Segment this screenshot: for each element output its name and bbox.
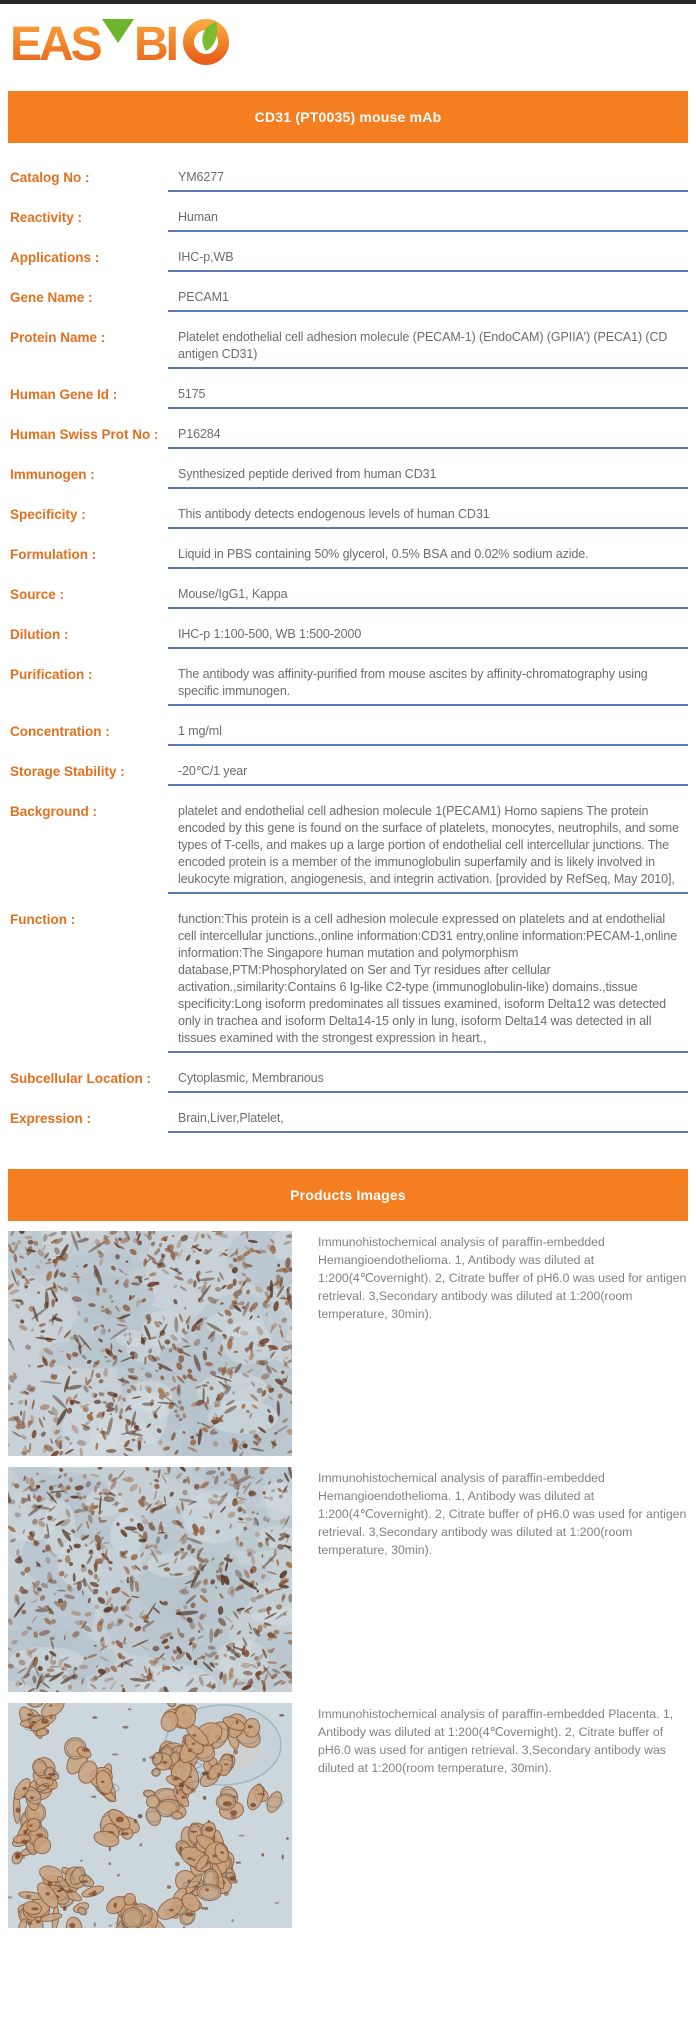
logo-letter-y-triangle-icon	[102, 19, 134, 43]
product-image-item	[8, 1703, 688, 1928]
product-title-bar	[8, 91, 688, 143]
field-label: Storage Stability :	[10, 764, 125, 779]
field-label: Dilution :	[10, 627, 69, 642]
fields-section	[8, 169, 688, 1133]
logo-text-bi: BI	[134, 18, 176, 71]
field-label: Source :	[10, 587, 65, 602]
field-row	[8, 329, 688, 369]
field-value: Cytoplasmic, Membranous	[168, 1070, 688, 1093]
field-row	[8, 911, 688, 1053]
field-value: 1 mg/ml	[168, 723, 688, 746]
easybio-logo-graphic	[10, 13, 234, 71]
field-label: Expression :	[10, 1111, 92, 1126]
logo-text-eas: EAS	[10, 18, 100, 71]
product-image-caption: Immunohistochemical analysis of paraffin-embedded Hemangioendothelioma. 1, Antibody was diluted at 1:200(4℃overnight). 2, Citrate buffer of pH6.0 was used for antigen retrieval. 3,Secondary antibody was diluted at 1:200(room temperature, 30min).	[318, 1235, 687, 1321]
product-image-caption: Immunohistochemical analysis of paraffin-embedded Hemangioendothelioma. 1, Antibody was diluted at 1:200(4℃overnight). 2, Citrate buffer of pH6.0 was used for antigen retrieval. 3,Secondary antibody was diluted at 1:200(room temperature, 30min).	[318, 1471, 687, 1557]
field-label: Gene Name :	[10, 290, 93, 305]
field-row	[8, 386, 688, 409]
products-images-bar	[8, 1169, 688, 1221]
product-image-caption: Immunohistochemical analysis of paraffin-embedded Placenta. 1, Antibody was diluted at 1:200(4℃overnight). 2, Citrate buffer of pH6.0 was used for antigen retrieval. 3,Secondary antibody was diluted at 1:200(room temperature, 30min).	[318, 1707, 674, 1775]
field-value: The antibody was affinity-purified from mouse ascites by affinity-chromatography using specific immunogen.	[168, 666, 688, 706]
field-row	[8, 666, 688, 706]
field-label: Formulation :	[10, 547, 97, 562]
field-label: Applications :	[10, 250, 100, 265]
field-value: Platelet endothelial cell adhesion molecule (PECAM-1) (EndoCAM) (GPIIA') (PECA1) (CD antigen CD31)	[168, 329, 688, 369]
field-row	[8, 546, 688, 569]
field-value: YM6277	[168, 169, 688, 192]
field-value: Mouse/IgG1, Kappa	[168, 586, 688, 609]
field-value: Liquid in PBS containing 50% glycerol, 0.5% BSA and 0.02% sodium azide.	[168, 546, 688, 569]
field-label: Protein Name :	[10, 330, 106, 345]
field-label: Reactivity :	[10, 210, 83, 225]
field-value: Brain,Liver,Platelet,	[168, 1110, 688, 1133]
product-image-item	[8, 1231, 688, 1456]
field-value: platelet and endothelial cell adhesion molecule 1(PECAM1) Homo sapiens The protein encoded by this gene is found on the surface of platelets, monocytes, neutrophils, and some types of T-cells, and makes up a large portion of endothelial cell intercellular junctions. The encoded protein is a member of the immunoglobulin superfamily and is likely involved in leukocyte migration, angiogenesis, and integrin activation. [provided by RefSeq, May 2010],	[168, 803, 688, 894]
field-value: function:This protein is a cell adhesion molecule expressed on platelets and at endothelial cell intercellular junctions.,online information:CD31 entry,online information:PECAM-1,online information:The Singapore human mutation and polymorphism database,PTM:Phosphorylated on Ser and Tyr residues after cellular activation.,similarity:Contains 6 Ig-like C2-type (immunoglobulin-like) domains.,tissue specificity:Long isoform predominates all tissues examined, isoform Delta12 was detected only in trachea and isoform Delta14-15 only in lung, isoform Delta14 was detected in all tissues examined with the strongest expression in heart.,	[168, 911, 688, 1053]
field-label: Specificity :	[10, 507, 86, 522]
field-value: PECAM1	[168, 289, 688, 312]
ihc-placenta	[8, 1703, 292, 1928]
field-row	[8, 426, 688, 449]
field-value: P16284	[168, 426, 688, 449]
field-row	[8, 723, 688, 746]
field-row	[8, 169, 688, 192]
product-image-item	[8, 1467, 688, 1692]
easybio-logo	[10, 13, 696, 71]
window-top-edge	[0, 0, 696, 4]
field-label: Concentration :	[10, 724, 110, 739]
field-value: IHC-p,WB	[168, 249, 688, 272]
ihc-hemangioendothelioma-1	[8, 1231, 292, 1456]
field-row	[8, 763, 688, 786]
field-label: Function :	[10, 912, 76, 927]
field-row	[8, 1110, 688, 1133]
field-row	[8, 209, 688, 232]
field-label: Catalog No :	[10, 170, 90, 185]
field-row	[8, 626, 688, 649]
field-row	[8, 506, 688, 529]
field-value: -20℃/1 year	[168, 763, 688, 786]
field-label: Human Gene Id :	[10, 387, 118, 402]
field-value: IHC-p 1:100-500, WB 1:500-2000	[168, 626, 688, 649]
field-row	[8, 1070, 688, 1093]
field-label: Human Swiss Prot No :	[10, 427, 159, 442]
field-value: 5175	[168, 386, 688, 409]
field-label: Purification :	[10, 667, 93, 682]
field-row	[8, 249, 688, 272]
field-row	[8, 803, 688, 894]
product-images-section	[8, 1231, 688, 1928]
field-row	[8, 289, 688, 312]
field-label: Immunogen :	[10, 467, 95, 482]
field-label: Background :	[10, 804, 98, 819]
field-label: Subcellular Location :	[10, 1071, 152, 1086]
field-row	[8, 586, 688, 609]
products-images-title: Products Images	[290, 1187, 406, 1203]
field-row	[8, 466, 688, 489]
product-title: CD31 (PT0035) mouse mAb	[254, 109, 442, 125]
field-value: This antibody detects endogenous levels of human CD31	[168, 506, 688, 529]
field-value: Human	[168, 209, 688, 232]
ihc-hemangioendothelioma-2	[8, 1467, 292, 1692]
field-value: Synthesized peptide derived from human CD31	[168, 466, 688, 489]
